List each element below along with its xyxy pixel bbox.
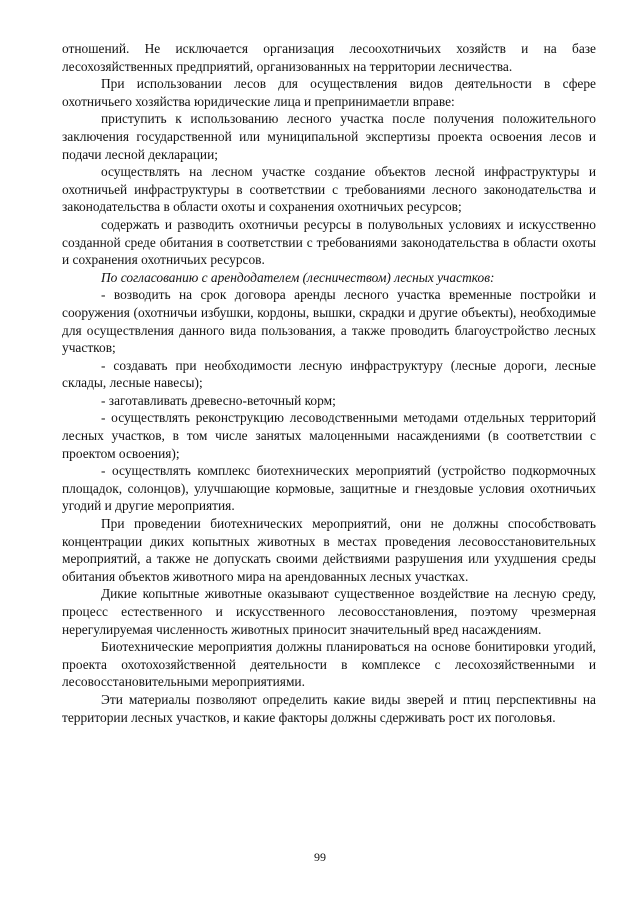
- paragraph-7: - возводить на срок договора аренды лесного участка временные постройки и сооружения (охотничьи избушки, кордоны, вышки, скрадки и другие объекты), необходимые для осуществления данного вида пользования, а также проводить благоустройство лесных участков;: [62, 287, 596, 356]
- paragraph-15: Эти материалы позволяют определить какие виды зверей и птиц перспективны на территории лесных участков, и какие факторы должны сдерживать рост их поголовья.: [62, 691, 596, 725]
- paragraph-14: Биотехнические мероприятия должны планироваться на основе бонитировки угодий, проекта охотохозяйственной деятельности в комплексе с лесохозяйственными и лесовосстановительными мероприятиями.: [62, 639, 596, 690]
- paragraph-11: - осуществлять комплекс биотехнических мероприятий (устройство подкормочных площадок, солонцов), улучшающие кормовые, защитные и гнездовые условия охотничьих угодий и другие мероприятия.: [62, 463, 596, 514]
- page-number: 99: [314, 850, 326, 864]
- paragraph-8: - создавать при необходимости лесную инфраструктуру (лесные дороги, лесные склады, лесные навесы);: [62, 357, 596, 391]
- page-text: [62, 40, 596, 726]
- paragraph-6-italic-heading: По согласованию с арендодателем (лесничеством) лесных участков:: [101, 269, 495, 285]
- paragraph-12: При проведении биотехнических мероприятий, они не должны способствовать концентрации диких копытных животных в местах проведения лесовосстановительных мероприятий, а также не допускать своими действиями разрушения или ухудшения среды обитания объектов животного мира на арендованных лесных участках.: [62, 516, 596, 584]
- paragraph-3: приступить к использованию лесного участка после получения положительного заключения государственной или муниципальной экспертизы проекта освоения лесов и подачи лесной декларации;: [62, 111, 596, 162]
- paragraph-1: отношений. Не исключается организация лесоохотничьих хозяйств и на базе лесохозяйственных предприятий, организованных на территории лесничества.: [62, 41, 596, 74]
- paragraph-13: Дикие копытные животные оказывают существенное воздействие на лесную среду, процесс естественного и искусственного лесовосстановления, поэтому чрезмерная нерегулируемая численность животных приносит значительный вред насаждениям.: [62, 586, 596, 637]
- paragraph-9: - заготавливать древесно-веточный корм;: [101, 392, 336, 408]
- paragraph-4: осуществлять на лесном участке создание объектов лесной инфраструктуры и охотничьей инфраструктуры в соответствии с требованиями лесного законодательства и законодательства в области охоты и сохранения охотничьих ресурсов;: [62, 164, 596, 215]
- paragraph-5: содержать и разводить охотничьи ресурсы в полувольных условиях и искусственно созданной среде обитания в соответствии с требованиями законодательства в области охоты и сохранения охотничьих ресурсов.: [62, 216, 596, 268]
- paragraph-10: - осуществлять реконструкцию лесоводственными методами отдельных территорий лесных участков, в том числе занятых малоценными насаждениями (в соответствии с проектом освоения);: [62, 410, 596, 461]
- paragraph-2: При использовании лесов для осуществления видов деятельности в сфере охотничьего хозяйства юридические лица и препринимаетли вправе:: [62, 76, 596, 109]
